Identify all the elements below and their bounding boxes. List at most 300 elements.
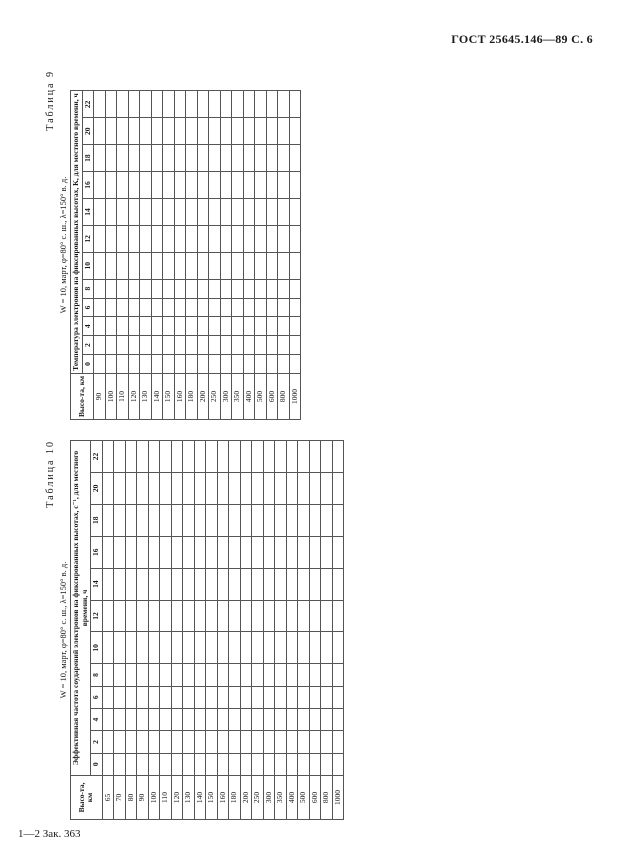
table-cell <box>321 686 333 708</box>
table-row <box>289 91 301 420</box>
table-cell <box>186 172 198 199</box>
table-cell <box>240 632 252 664</box>
table-cell <box>137 708 149 730</box>
table-cell <box>137 731 149 753</box>
table-cell <box>298 632 310 664</box>
table-cell <box>266 355 278 374</box>
table-cell <box>255 279 267 298</box>
table-cell <box>174 118 186 145</box>
table-cell <box>209 225 221 252</box>
table-cell <box>114 632 126 664</box>
table-cell <box>321 568 333 600</box>
table-row <box>209 91 221 420</box>
table10-col-header: 22 <box>91 441 103 473</box>
table-cell <box>197 118 209 145</box>
table-cell <box>174 225 186 252</box>
table-cell <box>232 279 244 298</box>
table-cell <box>160 441 172 473</box>
table-row <box>163 91 175 420</box>
table-cell <box>197 172 209 199</box>
table-cell <box>255 355 267 374</box>
table-cell <box>197 252 209 279</box>
table-cell <box>278 355 290 374</box>
table-cell <box>125 632 137 664</box>
table-cell <box>94 355 106 374</box>
table-cell <box>321 504 333 536</box>
table-cell <box>232 91 244 118</box>
table-cell <box>309 504 321 536</box>
table-cell <box>137 600 149 632</box>
row-height: 350 <box>232 373 244 419</box>
table-cell <box>255 91 267 118</box>
table-cell <box>289 355 301 374</box>
table-row <box>160 441 172 820</box>
row-height: 120 <box>171 775 183 819</box>
table-row <box>186 91 198 420</box>
table-cell <box>209 91 221 118</box>
table-cell <box>289 172 301 199</box>
table-cell <box>275 568 287 600</box>
table-cell <box>160 632 172 664</box>
table-cell <box>171 600 183 632</box>
table-cell <box>148 686 160 708</box>
table-row <box>102 441 114 820</box>
table-row <box>220 91 232 420</box>
table-cell <box>163 172 175 199</box>
table-cell <box>275 472 287 504</box>
table-cell <box>105 172 117 199</box>
table-cell <box>151 252 163 279</box>
table-cell <box>332 536 344 568</box>
table-cell <box>217 568 229 600</box>
table-cell <box>220 336 232 355</box>
table-cell <box>289 298 301 317</box>
table-cell <box>114 708 126 730</box>
table-cell <box>174 172 186 199</box>
table-cell <box>94 118 106 145</box>
table-cell <box>229 731 241 753</box>
table-cell <box>275 664 287 686</box>
table-cell <box>206 753 218 775</box>
table-cell <box>252 731 264 753</box>
row-height: 800 <box>321 775 333 819</box>
table-cell <box>220 118 232 145</box>
table-cell <box>286 504 298 536</box>
table-cell <box>102 664 114 686</box>
table-cell <box>128 355 140 374</box>
table-cell <box>94 279 106 298</box>
table-cell <box>160 568 172 600</box>
row-height: 90 <box>137 775 149 819</box>
table-cell <box>298 441 310 473</box>
table-cell <box>232 225 244 252</box>
table-cell <box>186 145 198 172</box>
table-cell <box>183 536 195 568</box>
table-cell <box>128 118 140 145</box>
table-cell <box>114 441 126 473</box>
table-cell <box>140 118 152 145</box>
table-cell <box>298 753 310 775</box>
table-cell <box>206 536 218 568</box>
table-cell <box>220 317 232 336</box>
table-cell <box>229 600 241 632</box>
table-cell <box>229 664 241 686</box>
table-cell <box>125 708 137 730</box>
table-cell <box>94 252 106 279</box>
table-cell <box>286 731 298 753</box>
table-cell <box>102 731 114 753</box>
table-row <box>148 441 160 820</box>
table-cell <box>137 632 149 664</box>
table-cell <box>275 441 287 473</box>
table-row <box>229 441 241 820</box>
table-row <box>332 441 344 820</box>
table-cell <box>286 664 298 686</box>
table-cell <box>321 600 333 632</box>
table-cell <box>114 568 126 600</box>
table-cell <box>309 472 321 504</box>
table-row <box>197 91 209 420</box>
table-cell <box>289 317 301 336</box>
table-cell <box>186 252 198 279</box>
table-cell <box>220 298 232 317</box>
table-cell <box>286 753 298 775</box>
table-cell <box>263 753 275 775</box>
table-cell <box>183 708 195 730</box>
table-row <box>266 91 278 420</box>
table-cell <box>209 298 221 317</box>
table-cell <box>278 172 290 199</box>
table-cell <box>229 536 241 568</box>
table-row <box>263 441 275 820</box>
table-cell <box>186 336 198 355</box>
table-cell <box>278 298 290 317</box>
table-cell <box>151 91 163 118</box>
table-cell <box>148 600 160 632</box>
table-cell <box>186 225 198 252</box>
table-cell <box>140 91 152 118</box>
row-height: 800 <box>278 373 290 419</box>
table-cell <box>229 441 241 473</box>
table-cell <box>125 731 137 753</box>
table-cell <box>174 199 186 226</box>
table-cell <box>151 336 163 355</box>
table-cell <box>102 708 114 730</box>
table-cell <box>275 753 287 775</box>
table-cell <box>286 600 298 632</box>
table-cell <box>125 536 137 568</box>
table9-col-header: 22 <box>82 91 94 118</box>
table-cell <box>286 686 298 708</box>
table-row <box>137 441 149 820</box>
table-cell <box>197 336 209 355</box>
table-cell <box>125 441 137 473</box>
table-cell <box>255 118 267 145</box>
table-cell <box>171 708 183 730</box>
table-cell <box>117 355 129 374</box>
table-cell <box>263 472 275 504</box>
table-cell <box>232 145 244 172</box>
table-cell <box>151 172 163 199</box>
table-cell <box>289 118 301 145</box>
table-cell <box>105 145 117 172</box>
table-cell <box>289 252 301 279</box>
table-cell <box>298 664 310 686</box>
table-cell <box>206 708 218 730</box>
table-cell <box>151 225 163 252</box>
table-cell <box>220 279 232 298</box>
row-height: 150 <box>163 373 175 419</box>
table-cell <box>243 355 255 374</box>
table-cell <box>309 632 321 664</box>
table-cell <box>140 172 152 199</box>
table-cell <box>148 753 160 775</box>
table-cell <box>163 279 175 298</box>
table-cell <box>94 199 106 226</box>
table-cell <box>171 536 183 568</box>
table-cell <box>309 664 321 686</box>
table-cell <box>243 145 255 172</box>
table-cell <box>105 317 117 336</box>
table-cell <box>117 118 129 145</box>
table-cell <box>171 441 183 473</box>
table-cell <box>321 731 333 753</box>
table-cell <box>298 568 310 600</box>
table-cell <box>263 568 275 600</box>
table-cell <box>232 355 244 374</box>
row-height: 300 <box>263 775 275 819</box>
table-cell <box>160 504 172 536</box>
table-row <box>171 441 183 820</box>
table-cell <box>220 225 232 252</box>
table-cell <box>255 225 267 252</box>
table-cell <box>148 504 160 536</box>
table-cell <box>229 568 241 600</box>
table-cell <box>194 731 206 753</box>
table-cell <box>94 225 106 252</box>
table-cell <box>255 199 267 226</box>
row-height: 1000 <box>332 775 344 819</box>
table-cell <box>183 632 195 664</box>
table-cell <box>197 355 209 374</box>
table10-col-header: 12 <box>91 600 103 632</box>
table-cell <box>255 298 267 317</box>
table-cell <box>186 118 198 145</box>
table-cell <box>240 441 252 473</box>
table10-col-header: 16 <box>91 536 103 568</box>
table-cell <box>229 632 241 664</box>
table-cell <box>102 441 114 473</box>
table-cell <box>125 472 137 504</box>
table-cell <box>263 600 275 632</box>
table-cell <box>174 317 186 336</box>
table-cell <box>206 600 218 632</box>
row-height: 400 <box>243 373 255 419</box>
table-cell <box>278 279 290 298</box>
table-9-block <box>45 70 301 420</box>
row-height: 600 <box>266 373 278 419</box>
table-cell <box>332 686 344 708</box>
table-cell <box>298 731 310 753</box>
table-cell <box>183 568 195 600</box>
table-cell <box>194 504 206 536</box>
table-cell <box>278 225 290 252</box>
table-cell <box>298 536 310 568</box>
table-cell <box>309 568 321 600</box>
table-row <box>105 91 117 420</box>
table-cell <box>332 600 344 632</box>
table-cell <box>117 317 129 336</box>
table-cell <box>125 753 137 775</box>
table-cell <box>209 118 221 145</box>
row-height: 180 <box>229 775 241 819</box>
table-cell <box>183 441 195 473</box>
table-cell <box>252 568 264 600</box>
table-cell <box>255 145 267 172</box>
table-cell <box>105 252 117 279</box>
table-cell <box>102 568 114 600</box>
table-cell <box>160 686 172 708</box>
row-height: 110 <box>117 373 129 419</box>
table-cell <box>197 199 209 226</box>
table-cell <box>194 664 206 686</box>
table-cell <box>194 753 206 775</box>
table-cell <box>183 664 195 686</box>
table-cell <box>128 336 140 355</box>
table-cell <box>125 600 137 632</box>
table-cell <box>148 632 160 664</box>
table-cell <box>229 708 241 730</box>
table-cell <box>243 118 255 145</box>
table-cell <box>163 355 175 374</box>
table-cell <box>240 753 252 775</box>
table-cell <box>321 708 333 730</box>
table-cell <box>266 279 278 298</box>
table-cell <box>137 472 149 504</box>
table-cell <box>163 91 175 118</box>
table-cell <box>102 536 114 568</box>
table-cell <box>163 317 175 336</box>
table-cell <box>105 199 117 226</box>
table-cell <box>309 600 321 632</box>
table-cell <box>160 708 172 730</box>
table-row <box>309 441 321 820</box>
table-cell <box>229 686 241 708</box>
table-cell <box>263 686 275 708</box>
table-cell <box>255 252 267 279</box>
table-cell <box>125 686 137 708</box>
table-row <box>117 91 129 420</box>
table-cell <box>321 664 333 686</box>
table-cell <box>298 708 310 730</box>
table-cell <box>163 118 175 145</box>
table-cell <box>252 664 264 686</box>
table-cell <box>240 568 252 600</box>
table-cell <box>278 91 290 118</box>
table-cell <box>186 355 198 374</box>
table-cell <box>240 664 252 686</box>
table-cell <box>217 664 229 686</box>
table-cell <box>263 504 275 536</box>
table-row <box>217 441 229 820</box>
table9-col-header: 14 <box>82 199 94 226</box>
table-cell <box>252 472 264 504</box>
table-cell <box>140 252 152 279</box>
table-cell <box>275 536 287 568</box>
table-cell <box>160 600 172 632</box>
table-row <box>194 441 206 820</box>
table-cell <box>252 504 264 536</box>
table-cell <box>220 145 232 172</box>
table-cell <box>117 298 129 317</box>
table-cell <box>321 753 333 775</box>
table10-col-header: 14 <box>91 568 103 600</box>
table-cell <box>114 504 126 536</box>
table-cell <box>321 536 333 568</box>
table-cell <box>266 225 278 252</box>
table-10-height-header: Высо-та, км <box>71 775 103 819</box>
table-cell <box>117 252 129 279</box>
table-cell <box>232 298 244 317</box>
table-cell <box>289 91 301 118</box>
table-cell <box>252 441 264 473</box>
table-cell <box>209 355 221 374</box>
table-cell <box>197 317 209 336</box>
table-cell <box>286 536 298 568</box>
table-cell <box>209 252 221 279</box>
table-cell <box>243 317 255 336</box>
table-cell <box>105 91 117 118</box>
table-cell <box>220 199 232 226</box>
table-cell <box>117 91 129 118</box>
page-footer: 1—2 Зак. 363 <box>18 828 81 840</box>
table-cell <box>332 664 344 686</box>
table-cell <box>163 145 175 172</box>
table-cell <box>148 536 160 568</box>
table-cell <box>140 336 152 355</box>
table-cell <box>105 355 117 374</box>
table-cell <box>171 664 183 686</box>
table-cell <box>151 279 163 298</box>
table-cell <box>309 536 321 568</box>
table-cell <box>286 441 298 473</box>
row-height: 300 <box>220 373 232 419</box>
row-height: 160 <box>217 775 229 819</box>
table-cell <box>160 536 172 568</box>
table-cell <box>232 199 244 226</box>
table-cell <box>140 145 152 172</box>
table-cell <box>263 664 275 686</box>
table-cell <box>263 632 275 664</box>
table-cell <box>332 504 344 536</box>
table-cell <box>148 731 160 753</box>
table-cell <box>263 441 275 473</box>
table-cell <box>102 600 114 632</box>
table-cell <box>114 753 126 775</box>
table-cell <box>128 199 140 226</box>
table-cell <box>140 355 152 374</box>
table-cell <box>128 279 140 298</box>
table-cell <box>160 753 172 775</box>
table-9-caption: W = 10, март, φ=80° с. ш., λ=150° в. д. <box>58 176 68 314</box>
table-cell <box>194 472 206 504</box>
page-header: ГОСТ 25645.146—89 С. 6 <box>451 32 593 46</box>
table-cell <box>194 708 206 730</box>
table-cell <box>321 441 333 473</box>
table10-col-header: 10 <box>91 632 103 664</box>
table-cell <box>117 336 129 355</box>
table-cell <box>266 336 278 355</box>
